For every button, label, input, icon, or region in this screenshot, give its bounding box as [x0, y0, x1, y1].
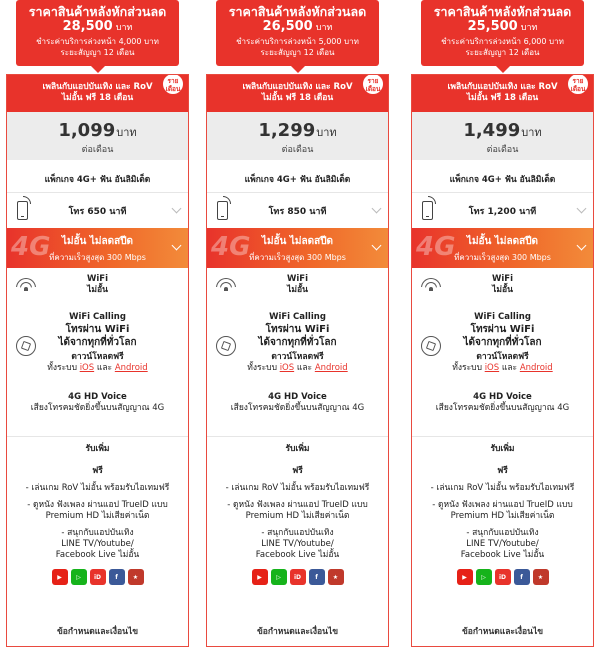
hd-voice-desc: เสียงโทรคมชัดยิ่งขึ้นบนสัญญาณ 4G	[230, 403, 365, 413]
extra-item-rov: - เล่นเกม RoV ไม่อั้น พร้อมรับไอเทมฟรี	[25, 483, 170, 493]
extras-free: ฟรี	[92, 466, 103, 476]
plan-column	[206, 0, 389, 647]
wifi-title: WiFi	[491, 274, 513, 284]
extra-item-apps-line2: LINE TV/Youtube/	[466, 539, 539, 549]
extra-item-trueid-line2: Premium HD ไม่เสียค่าเน็ต	[450, 511, 555, 521]
price-value: 1,499	[463, 120, 521, 141]
extra-item-rov: - เล่นเกม RoV ไม่อั้น พร้อมรับไอเทมฟรี	[225, 483, 370, 493]
contract-term: ระยะสัญญา 12 เดือน	[60, 48, 135, 57]
youtube-icon: ▶	[52, 569, 68, 585]
download-free: ดาวน์โหลดฟรี	[476, 352, 529, 362]
call-minutes: โทร 850 นาที	[268, 206, 327, 217]
rov-game-icon: ★	[128, 569, 144, 585]
download-free: ดาวน์โหลดฟรี	[71, 352, 124, 362]
wifi-calling-line1: โทรผ่าน WiFi	[265, 324, 330, 335]
hd-voice-title: 4G HD Voice	[268, 392, 327, 402]
extra-item-apps-line1: - สนุกกับแอปบันเทิง	[61, 528, 134, 538]
price-banner	[16, 0, 179, 66]
wifi-calling-title: WiFi Calling	[69, 312, 126, 322]
os-line	[7, 363, 188, 374]
badge-line1: ราย	[367, 77, 379, 85]
trueid-icon: iD	[495, 569, 511, 585]
banner-title: ราคาสินค้าหลังหักส่วนลด	[28, 4, 167, 19]
wifi-feature	[7, 268, 188, 308]
4g-speed: ที่ความเร็วสูงสุด 300 Mbps	[249, 253, 346, 262]
device-price: 26,500	[262, 19, 313, 34]
divider	[7, 436, 188, 437]
divider	[207, 436, 388, 437]
os-line	[207, 363, 388, 374]
hd-voice-desc: เสียงโทรคมชัดยิ่งขึ้นบนสัญญาณ 4G	[30, 403, 165, 413]
header-line1: เพลินกับแอปบันเทิง และ RoV	[242, 82, 353, 92]
rov-game-icon: ★	[533, 569, 549, 585]
banner-title: ราคาสินค้าหลังหักส่วนลด	[228, 4, 367, 19]
os-prefix: ทั้งระบบ	[247, 363, 277, 373]
extra-item-apps	[412, 528, 593, 561]
monthly-badge	[161, 74, 185, 96]
extra-item-trueid-line2: Premium HD ไม่เสียค่าเน็ต	[45, 511, 150, 521]
monthly-price	[7, 120, 188, 141]
terms-link[interactable]: ข้อกำหนดและเงื่อนไข	[256, 627, 339, 637]
terms-link[interactable]: ข้อกำหนดและเงื่อนไข	[56, 627, 139, 637]
package-name: แพ็กเกจ 4G+ ฟัน อันลิมิเต็ด	[244, 175, 351, 185]
extras-section	[7, 441, 188, 585]
wifi-calling-line1: โทรผ่าน WiFi	[65, 324, 130, 335]
extras-section	[207, 441, 388, 585]
wifi-calling-line2: ได้จากทุกที่ทั่วโลก	[258, 337, 337, 348]
extra-item-apps	[207, 528, 388, 561]
android-link[interactable]: Android	[314, 363, 348, 373]
extra-item-trueid	[412, 500, 593, 522]
wifi-calling-icon	[216, 336, 236, 356]
app-icons	[207, 569, 388, 585]
badge-line2: เดือน	[570, 85, 586, 93]
extras-heading: รับเพิ่ม	[490, 444, 515, 454]
price-unit: บาท	[520, 23, 538, 33]
wifi-value: ไม่อั้น	[287, 285, 308, 295]
banner-price	[216, 19, 379, 36]
plan-card[interactable]	[206, 74, 389, 647]
extra-item-trueid-line2: Premium HD ไม่เสียค่าเน็ต	[245, 511, 350, 521]
wifi-calling-feature	[207, 308, 388, 386]
android-link[interactable]: Android	[519, 363, 553, 373]
badge-line2: เดือน	[165, 85, 181, 93]
wifi-calling-title: WiFi Calling	[474, 312, 531, 322]
signal-icon	[23, 196, 31, 204]
extra-item-rov: - เล่นเกม RoV ไม่อั้น พร้อมรับไอเทมฟรี	[430, 483, 575, 493]
plan-column	[6, 0, 189, 647]
line-tv-icon: ▷	[476, 569, 492, 585]
plan-column	[411, 0, 594, 647]
4g-logo-icon: 4G	[211, 232, 251, 262]
badge-line1: ราย	[167, 77, 179, 85]
extra-item-trueid-line1: - ดูหนัง ฟังเพลง ผ่านแอป TrueID แบบ	[227, 500, 368, 510]
call-minutes: โทร 1,200 นาที	[468, 206, 537, 217]
wifi-calling-feature	[412, 308, 593, 386]
service-fee: ชำระค่าบริการล่วงหน้า 5,000 บาท	[236, 37, 359, 46]
ios-link[interactable]: iOS	[79, 363, 95, 373]
extra-item-apps-line3: Facebook Live ไม่อั้น	[460, 550, 545, 560]
os-prefix: ทั้งระบบ	[452, 363, 482, 373]
os-line	[412, 363, 593, 374]
extras-heading: รับเพิ่ม	[85, 444, 110, 454]
wifi-calling-line2: ได้จากทุกที่ทั่วโลก	[58, 337, 137, 348]
extra-item-trueid	[207, 500, 388, 522]
android-link[interactable]: Android	[114, 363, 148, 373]
extra-item-trueid	[7, 500, 188, 522]
signal-icon	[223, 196, 231, 204]
extras-free: ฟรี	[497, 466, 508, 476]
extra-item-apps-line3: Facebook Live ไม่อั้น	[55, 550, 140, 560]
wifi-feature	[412, 268, 593, 308]
4g-logo-icon: 4G	[11, 232, 51, 262]
rov-game-icon: ★	[328, 569, 344, 585]
ios-link[interactable]: iOS	[279, 363, 295, 373]
monthly-price-box	[412, 112, 593, 160]
wifi-calling-icon	[16, 336, 36, 356]
4g-speed: ที่ความเร็วสูงสุด 300 Mbps	[49, 253, 146, 262]
header-line1: เพลินกับแอปบันเทิง และ RoV	[447, 82, 558, 92]
os-and: และ	[96, 363, 113, 373]
package-name: แพ็กเกจ 4G+ ฟัน อันลิมิเต็ด	[44, 175, 151, 185]
facebook-live-icon: f	[109, 569, 125, 585]
wifi-title: WiFi	[86, 274, 108, 284]
extra-item-apps-line1: - สนุกกับแอปบันเทิง	[261, 528, 334, 538]
ios-link[interactable]: iOS	[484, 363, 500, 373]
hd-voice-feature	[7, 386, 188, 436]
4g-unlimited-row[interactable]	[412, 228, 593, 268]
app-icons	[412, 569, 593, 585]
badge-line2: เดือน	[365, 85, 381, 93]
facebook-live-icon: f	[514, 569, 530, 585]
header-line1: เพลินกับแอปบันเทิง และ RoV	[42, 82, 153, 92]
4g-title: ไม่อั้น ไม่ลดสปีด	[466, 236, 539, 247]
plan-card[interactable]	[411, 74, 594, 647]
extra-item-trueid-line1: - ดูหนัง ฟังเพลง ผ่านแอป TrueID แบบ	[432, 500, 573, 510]
price-unit: บาท	[116, 126, 137, 139]
terms-link[interactable]: ข้อกำหนดและเงื่อนไข	[461, 627, 544, 637]
line-tv-icon: ▷	[271, 569, 287, 585]
card-header	[7, 75, 188, 112]
monthly-badge	[361, 74, 385, 96]
wifi-value: ไม่อั้น	[87, 285, 108, 295]
price-period: ต่อเดือน	[81, 145, 114, 155]
download-free: ดาวน์โหลดฟรี	[271, 352, 324, 362]
card-header	[412, 75, 593, 112]
extra-item-apps	[7, 528, 188, 561]
wifi-feature	[207, 268, 388, 308]
wifi-calling-feature	[7, 308, 188, 386]
call-minutes-row[interactable]	[207, 192, 388, 228]
wifi-calling-icon	[421, 336, 441, 356]
4g-title: ไม่อั้น ไม่ลดสปีด	[61, 236, 134, 247]
extras-heading: รับเพิ่ม	[285, 444, 310, 454]
price-banner	[421, 0, 584, 66]
price-banner	[216, 0, 379, 66]
os-and: และ	[501, 363, 518, 373]
os-prefix: ทั้งระบบ	[47, 363, 77, 373]
service-fee: ชำระค่าบริการล่วงหน้า 6,000 บาท	[441, 37, 564, 46]
badge-line1: ราย	[572, 77, 584, 85]
banner-price	[421, 19, 584, 36]
contract-term: ระยะสัญญา 12 เดือน	[465, 48, 540, 57]
plan-card[interactable]	[6, 74, 189, 647]
price-period: ต่อเดือน	[486, 145, 519, 155]
youtube-icon: ▶	[457, 569, 473, 585]
hd-voice-desc: เสียงโทรคมชัดยิ่งขึ้นบนสัญญาณ 4G	[435, 403, 570, 413]
4g-speed: ที่ความเร็วสูงสุด 300 Mbps	[454, 253, 551, 262]
signal-icon	[428, 196, 436, 204]
wifi-calling-title: WiFi Calling	[269, 312, 326, 322]
wifi-title: WiFi	[286, 274, 308, 284]
wifi-icon	[216, 278, 236, 292]
call-minutes-row[interactable]	[412, 192, 593, 228]
price-unit: บาท	[315, 23, 333, 33]
extra-item-apps-line1: - สนุกกับแอปบันเทิง	[466, 528, 539, 538]
hd-voice-title: 4G HD Voice	[68, 392, 127, 402]
os-and: และ	[296, 363, 313, 373]
card-header	[207, 75, 388, 112]
device-price: 25,500	[467, 19, 518, 34]
wifi-calling-line2: ได้จากทุกที่ทั่วโลก	[463, 337, 542, 348]
call-minutes: โทร 650 นาที	[68, 206, 127, 217]
line-tv-icon: ▷	[71, 569, 87, 585]
extras-free: ฟรี	[292, 466, 303, 476]
4g-unlimited-row[interactable]	[207, 228, 388, 268]
contract-term: ระยะสัญญา 12 เดือน	[260, 48, 335, 57]
price-value: 1,299	[258, 120, 316, 141]
price-unit: บาท	[115, 23, 133, 33]
header-line2: ไม่อั้น ฟรี 18 เดือน	[261, 93, 334, 103]
price-value: 1,099	[58, 120, 116, 141]
service-fee: ชำระค่าบริการล่วงหน้า 4,000 บาท	[36, 37, 159, 46]
device-price: 28,500	[62, 19, 113, 34]
call-minutes-row[interactable]	[7, 192, 188, 228]
price-unit: บาท	[521, 126, 542, 139]
facebook-live-icon: f	[309, 569, 325, 585]
hd-voice-title: 4G HD Voice	[473, 392, 532, 402]
price-period: ต่อเดือน	[281, 145, 314, 155]
4g-logo-icon: 4G	[416, 232, 456, 262]
extra-item-apps-line2: LINE TV/Youtube/	[261, 539, 334, 549]
4g-unlimited-row[interactable]	[7, 228, 188, 268]
extra-item-apps-line2: LINE TV/Youtube/	[61, 539, 134, 549]
extras-section	[412, 441, 593, 585]
monthly-price	[207, 120, 388, 141]
hd-voice-feature	[412, 386, 593, 436]
4g-title: ไม่อั้น ไม่ลดสปีด	[261, 236, 334, 247]
header-line2: ไม่อั้น ฟรี 18 เดือน	[61, 93, 134, 103]
divider	[412, 436, 593, 437]
monthly-price-box	[7, 112, 188, 160]
hd-voice-feature	[207, 386, 388, 436]
header-line2: ไม่อั้น ฟรี 18 เดือน	[466, 93, 539, 103]
monthly-price	[412, 120, 593, 141]
youtube-icon: ▶	[252, 569, 268, 585]
extra-item-trueid-line1: - ดูหนัง ฟังเพลง ผ่านแอป TrueID แบบ	[27, 500, 168, 510]
banner-title: ราคาสินค้าหลังหักส่วนลด	[433, 4, 572, 19]
wifi-value: ไม่อั้น	[492, 285, 513, 295]
trueid-icon: iD	[290, 569, 306, 585]
app-icons	[7, 569, 188, 585]
trueid-icon: iD	[90, 569, 106, 585]
wifi-icon	[16, 278, 36, 292]
extra-item-apps-line3: Facebook Live ไม่อั้น	[255, 550, 340, 560]
package-name: แพ็กเกจ 4G+ ฟัน อันลิมิเต็ด	[449, 175, 556, 185]
monthly-badge	[566, 74, 590, 96]
wifi-calling-line1: โทรผ่าน WiFi	[470, 324, 535, 335]
banner-price	[16, 19, 179, 36]
monthly-price-box	[207, 112, 388, 160]
wifi-icon	[421, 278, 441, 292]
price-unit: บาท	[316, 126, 337, 139]
